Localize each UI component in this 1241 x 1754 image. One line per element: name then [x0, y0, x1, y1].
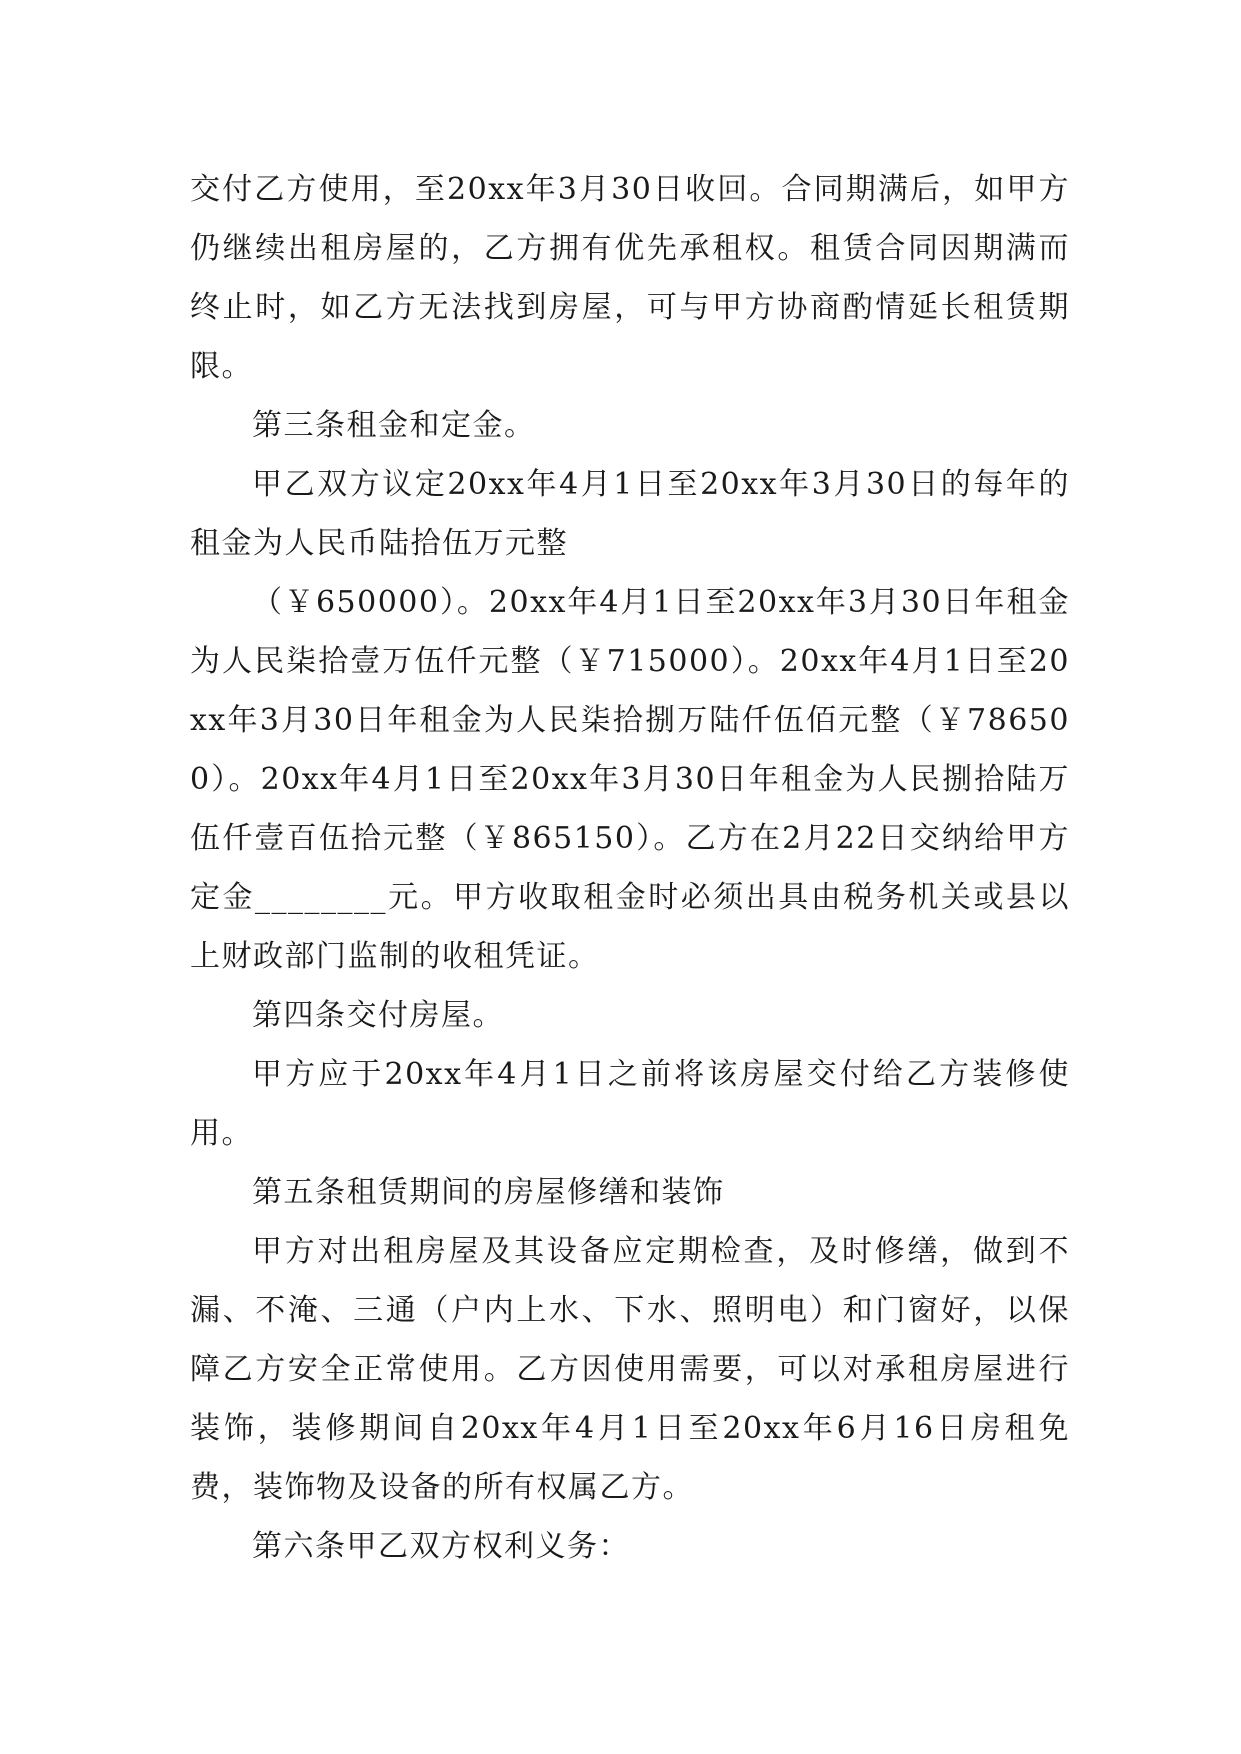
paragraph-annual-rent: 甲乙双方议定20xx年4月1日至20xx年3月30日的每年的租金为人民币陆拾伍万元整	[190, 467, 1070, 561]
document-body	[190, 160, 1070, 1576]
paragraph-handover: 甲方应于20xx年4月1日之前将该房屋交付给乙方装修使用。	[190, 1057, 1070, 1151]
section-heading-rights-obligations: 第六条甲乙双方权利义务：	[252, 1529, 630, 1564]
paragraph-rent-schedule: （￥650000）。20xx年4月1日至20xx年3月30日年租金为人民柒拾壹万伍仟元整（￥715000）。20xx年4月1日至20xx年3月30日年租金为人民柒拾捌万陆仟伍佰元整（￥786500）。20xx年4月1日至20xx年3月30日年租金为人民捌拾陆万伍仟壹百伍拾元整（￥865150）。乙方在2月22日交纳给甲方定金________元。甲方收取租金时必须出具由税务机关或县以上财政部门监制的收租凭证。	[190, 585, 1070, 974]
paragraph-lease-term-continued: 交付乙方使用，至20xx年3月30日收回。合同期满后，如甲方仍继续出租房屋的，乙方拥有优先承租权。租赁合同因期满而终止时，如乙方无法找到房屋，可与甲方协商酌情延长租赁期限。	[190, 172, 1070, 384]
section-heading-rent-deposit: 第三条租金和定金。	[252, 408, 536, 443]
section-heading-handover: 第四条交付房屋。	[252, 998, 504, 1033]
paragraph-repair-decoration: 甲方对出租房屋及其设备应定期检查，及时修缮，做到不漏、不淹、三通（户内上水、下水、照明电）和门窗好，以保障乙方安全正常使用。乙方因使用需要，可以对承租房屋进行装饰，装修期间自20xx年4月1日至20xx年6月16日房租免费，装饰物及设备的所有权属乙方。	[190, 1234, 1070, 1505]
section-heading-repair-decoration: 第五条租赁期间的房屋修缮和装饰	[252, 1175, 725, 1210]
